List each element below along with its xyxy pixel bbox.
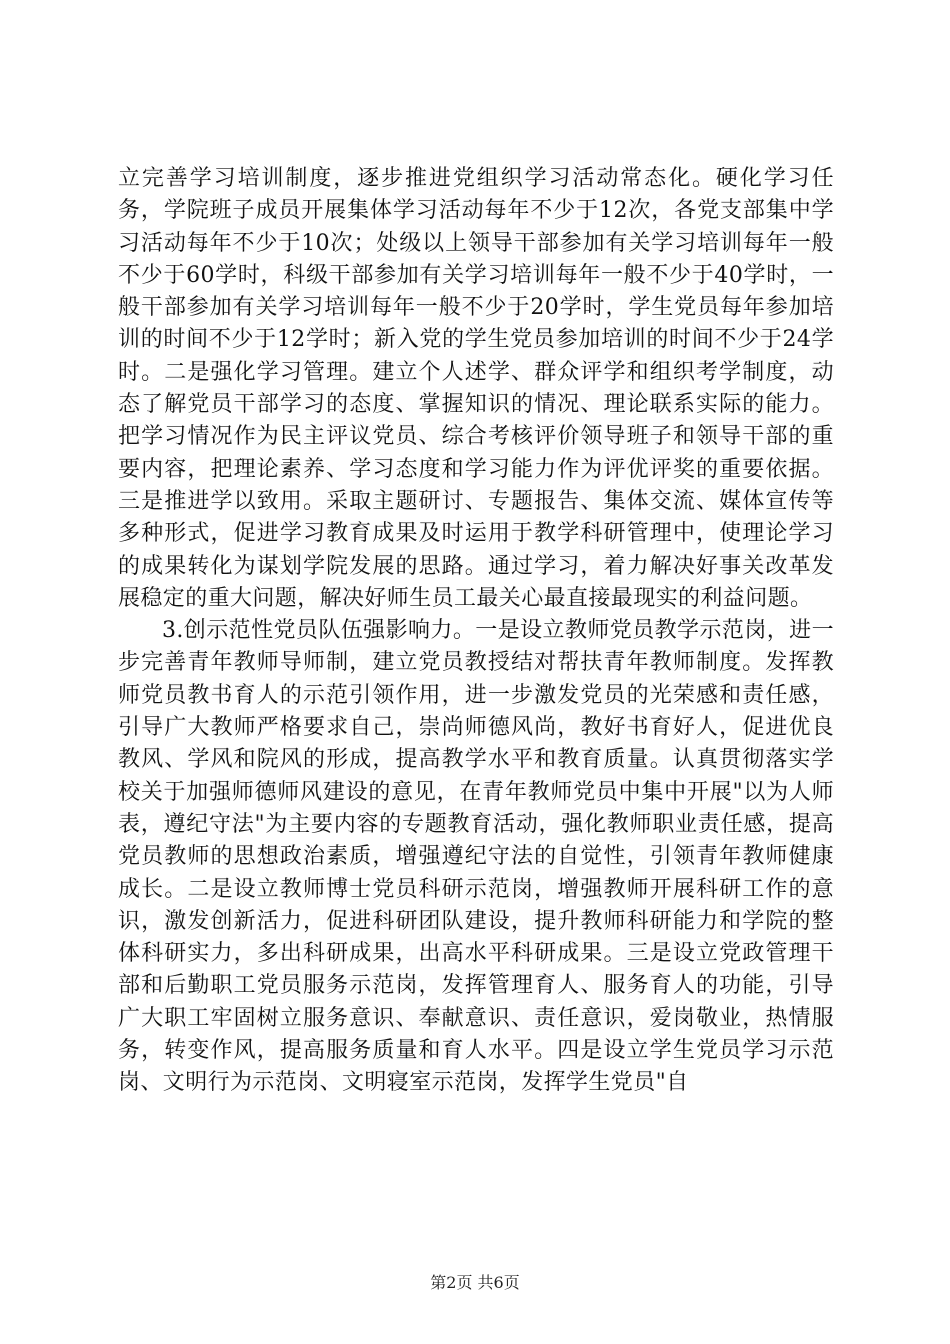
- paragraph-1: 立完善学习培训制度，逐步推进党组织学习活动常态化。硬化学习任务，学院班子成员开展集体学习活动每年不少于12次，各党支部集中学习活动每年不少于10次；处级以上领导干部参加有关学习培训每年一般不少于60学时，科级干部参加有关学习培训每年一般不少于40学时，一般干部参加有关学习培训每年一般不少于20学时，学生党员每年参加培训的时间不少于12学时；新入党的学生党员参加培训的时间不少于24学时。二是强化学习管理。建立个人述学、群众评学和组织考学制度，动态了解党员干部学习的态度、掌握知识的情况、理论联系实际的能力。把学习情况作为民主评议党员、综合考核评价领导班子和领导干部的重要内容，把理论素养、学习态度和学习能力作为评优评奖的重要依据。三是推进学以致用。采取主题研讨、专题报告、集体交流、媒体宣传等多种形式，促进学习教育成果及时运用于教学科研管理中，使理论学习的成果转化为谋划学院发展的思路。通过学习，着力解决好事关改革发展稳定的重大问题，解决好师生员工最关心最直接最现实的利益问题。: [118, 166, 834, 611]
- page-number: 第2页 共6页: [430, 1273, 520, 1292]
- paragraph-2: 3.创示范性党员队伍强影响力。一是设立教师党员教学示范岗，进一步完善青年教师导师制，建立党员教授结对帮扶青年教师制度。发挥教师党员教书育人的示范引领作用，进一步激发党员的光荣感和责任感，引导广大教师严格要求自己，崇尚师德风尚，教好书育好人，促进优良教风、学风和院风的形成，提高教学水平和教育质量。认真贯彻落实学校关于加强师德师风建设的意见，在青年教师党员中集中开展"以为人师表，遵纪守法"为主要内容的专题教育活动，强化教师职业责任感，提高党员教师的思想政治素质，增强遵纪守法的自觉性，引领青年教师健康成长。二是设立教师博士党员科研示范岗，增强教师开展科研工作的意识，激发创新活力，促进科研团队建设，提升教师科研能力和学院的整体科研实力，多出科研成果，出高水平科研成果。三是设立党政管理干部和后勤职工党员服务示范岗，发挥管理育人、服务育人的功能，引导广大职工牢固树立服务意识、奉献意识、责任意识，爱岗敬业，热情服务，转变作风，提高服务质量和育人水平。四是设立学生党员学习示范岗、文明行为示范岗、文明寝室示范岗，发挥学生党员"自: [118, 618, 834, 1096]
- document-body: [118, 163, 834, 1100]
